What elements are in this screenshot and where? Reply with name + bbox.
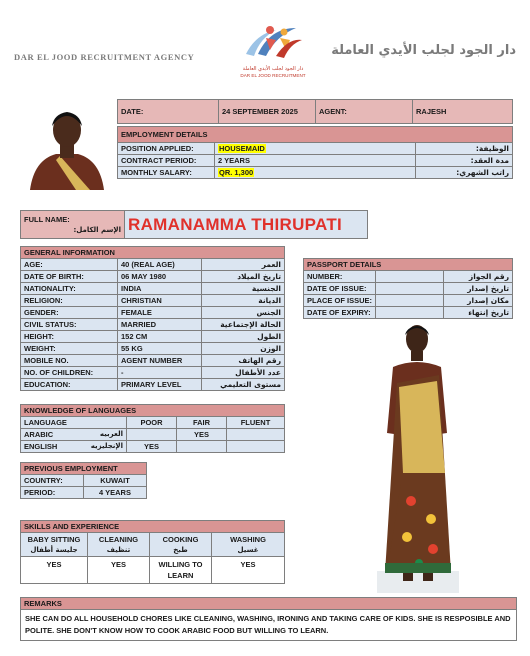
agency-name-ar: دار الجود لجلب الأيدي العاملة	[331, 43, 516, 58]
skill-header-en: BABY SITTING	[27, 534, 81, 544]
full-name-value: RAMANAMMA THIRUPATI	[125, 211, 368, 239]
agency-logo	[236, 20, 310, 84]
previous-employment-title: PREVIOUS EMPLOYMENT	[21, 463, 147, 475]
position-applied-label: POSITION APPLIED:	[118, 143, 215, 155]
language-row	[21, 441, 127, 453]
employment-details-table	[117, 126, 513, 179]
nationality-value: INDIA	[118, 283, 202, 295]
passport-number-ar: رقم الجواز	[444, 271, 513, 283]
skills-table	[20, 520, 285, 584]
logo-text-en: DAR EL JOOD RECRUITMENT	[240, 73, 306, 78]
date-agent-table	[117, 99, 513, 124]
previous-employment-table	[20, 462, 147, 499]
logo-text-ar: دار الجود لجلب الأيدي العاملة	[242, 66, 304, 72]
dob-label: DATE OF BIRTH:	[21, 271, 118, 283]
english-poor: YES	[127, 441, 177, 453]
gender-label: GENDER:	[21, 307, 118, 319]
general-information-table	[20, 246, 285, 391]
date-label: DATE:	[118, 100, 219, 124]
civil-status-ar: الحالة الإجتماعية	[202, 319, 285, 331]
expiry-date-value	[376, 307, 444, 319]
full-name-label-ar: الإسم الكامل:	[73, 225, 121, 234]
civil-status-value: MARRIED	[118, 319, 202, 331]
full-name-label: FULL NAME:	[24, 214, 70, 224]
skill-header	[150, 533, 212, 557]
languages-table	[20, 404, 285, 453]
agency-name-en: DAR EL JOOD RECRUITMENT AGENCY	[14, 52, 195, 62]
fluent-col-header: FLUENT	[227, 417, 285, 429]
skill-header-en: CLEANING	[98, 534, 139, 544]
skill-header-en: WASHING	[230, 534, 266, 544]
issue-date-label: DATE OF ISSUE:	[304, 283, 376, 295]
remarks-text: SHE CAN DO ALL HOUSEHOLD CHORES LIKE CLEANING, WASHING, IRONING AND TAKING CARE OF KIDS. SHE IS RESPOSIBLE AND POLITE. SHE DON'T KNOW HOW TO COOK ARABIC FOOD BUT WILLING TO LEARN.	[21, 610, 517, 641]
language-name-ar: الإنجليزيه	[90, 442, 123, 450]
children-ar: عدد الأطفال	[202, 367, 285, 379]
skill-value: WILLING TO LEARN	[150, 557, 212, 584]
issue-date-ar: تاريخ إصدار	[444, 283, 513, 295]
nationality-ar: الجنسية	[202, 283, 285, 295]
height-label: HEIGHT:	[21, 331, 118, 343]
contract-period-ar: مدة العقد:	[416, 155, 513, 167]
dob-ar: تاريخ الميلاد	[202, 271, 285, 283]
passport-number-value	[376, 271, 444, 283]
height-ar: الطول	[202, 331, 285, 343]
skill-header-en: COOKING	[162, 534, 199, 544]
issue-place-ar: مكان إصدار	[444, 295, 513, 307]
skill-header	[88, 533, 150, 557]
nationality-label: NATIONALITY:	[21, 283, 118, 295]
weight-value: 55 KG	[118, 343, 202, 355]
mobile-ar: رقم الهاتف	[202, 355, 285, 367]
mobile-label: MOBILE NO.	[21, 355, 118, 367]
prev-country-label: COUNTRY:	[21, 475, 84, 487]
skills-title: SKILLS AND EXPERIENCE	[21, 521, 285, 533]
skill-header-ar: طبخ	[173, 545, 188, 554]
language-name: ARABIC	[24, 430, 54, 439]
employment-details-title: EMPLOYMENT DETAILS	[118, 127, 513, 143]
languages-title: KNOWLEDGE OF LANGUAGES	[21, 405, 285, 417]
contract-period-value: 2 YEARS	[215, 155, 416, 167]
passport-details-table	[303, 258, 513, 319]
arabic-fluent	[227, 429, 285, 441]
skill-header	[212, 533, 285, 557]
skill-value: YES	[212, 557, 285, 584]
monthly-salary-ar: راتب الشهري:	[416, 167, 513, 179]
religion-label: RELIGION:	[21, 295, 118, 307]
religion-ar: الديانة	[202, 295, 285, 307]
children-value: -	[118, 367, 202, 379]
skill-value: YES	[21, 557, 88, 584]
arabic-poor	[127, 429, 177, 441]
applicant-full-length-photo	[363, 323, 472, 593]
agent-label: AGENT:	[316, 100, 413, 124]
agent-value: RAJESH	[413, 100, 513, 124]
position-applied-value: HOUSEMAID	[219, 144, 265, 153]
expiry-date-label: DATE OF EXPIRY:	[304, 307, 376, 319]
language-row	[21, 429, 127, 441]
dob-value: 06 MAY 1980	[118, 271, 202, 283]
english-fair	[177, 441, 227, 453]
applicant-portrait-photo	[20, 104, 114, 190]
passport-number-label: NUMBER:	[304, 271, 376, 283]
age-ar: العمر	[202, 259, 285, 271]
arabic-fair: YES	[177, 429, 227, 441]
monthly-salary-label: MONTHLY SALARY:	[118, 167, 215, 179]
language-name: ENGLISH	[24, 442, 58, 451]
education-label: EDUCATION:	[21, 379, 118, 391]
height-value: 152 CM	[118, 331, 202, 343]
gender-ar: الجنس	[202, 307, 285, 319]
weight-ar: الوزن	[202, 343, 285, 355]
skill-header-ar: جليسة أطفال	[30, 545, 78, 554]
full-length-photo-icon	[363, 323, 472, 593]
position-applied-ar: الوظيفة:	[416, 143, 513, 155]
education-value: PRIMARY LEVEL	[118, 379, 202, 391]
portrait-photo-icon	[20, 104, 114, 190]
religion-value: CHRISTIAN	[118, 295, 202, 307]
age-value: 40 (REAL AGE)	[118, 259, 202, 271]
prev-period-value: 4 YEARS	[84, 487, 147, 499]
monthly-salary-value: QR. 1,300	[219, 168, 254, 177]
skill-header-ar: غسيل	[237, 545, 259, 554]
prev-country-value: KUWAIT	[84, 475, 147, 487]
skill-header	[21, 533, 88, 557]
gender-value: FEMALE	[118, 307, 202, 319]
english-fluent	[227, 441, 285, 453]
age-label: AGE:	[21, 259, 118, 271]
issue-place-label: PLACE OF ISSUE:	[304, 295, 376, 307]
full-name-table	[20, 210, 368, 239]
general-information-title: GENERAL INFORMATION	[21, 247, 285, 259]
date-value: 24 SEPTEMBER 2025	[219, 100, 316, 124]
prev-period-label: PERIOD:	[21, 487, 84, 499]
remarks-title: REMARKS	[21, 598, 517, 610]
logo-figures-icon	[236, 20, 310, 66]
education-ar: مستوى التعليمي	[202, 379, 285, 391]
expiry-date-ar: تاريخ إنتهاء	[444, 307, 513, 319]
passport-details-title: PASSPORT DETAILS	[304, 259, 513, 271]
issue-place-value	[376, 295, 444, 307]
mobile-value: AGENT NUMBER	[118, 355, 202, 367]
civil-status-label: CIVIL STATUS:	[21, 319, 118, 331]
poor-col-header: POOR	[127, 417, 177, 429]
children-label: NO. OF CHILDREN:	[21, 367, 118, 379]
issue-date-value	[376, 283, 444, 295]
skill-header-ar: تنظيف	[106, 545, 131, 554]
contract-period-label: CONTRACT PERIOD:	[118, 155, 215, 167]
weight-label: WEIGHT:	[21, 343, 118, 355]
language-name-ar: العربيه	[99, 430, 123, 438]
skill-value: YES	[88, 557, 150, 584]
language-col-header: LANGUAGE	[21, 417, 127, 429]
remarks-table	[20, 597, 517, 641]
fair-col-header: FAIR	[177, 417, 227, 429]
